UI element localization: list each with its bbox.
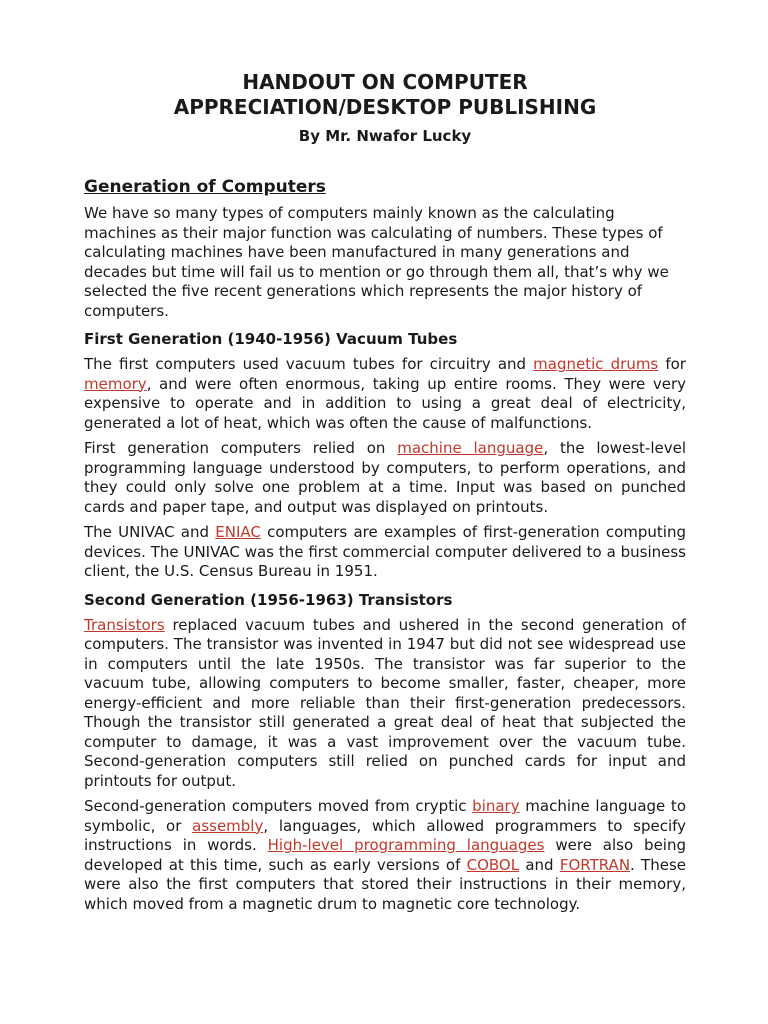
- gen1-heading: First Generation (1940-1956) Vacuum Tubes: [84, 330, 458, 348]
- author-line: By Mr. Nwafor Lucky: [298, 127, 472, 145]
- gen1-paragraph-1: The first computers used vacuum tubes for circuitry and magnetic drums for memory, and were often enormous, taking up entire rooms. They were very expensive to operate and in addition to using a great deal of electricity, generated a lot of heat, which was often the cause of malfunctions.: [84, 355, 686, 432]
- binary-link[interactable]: binary: [472, 797, 520, 815]
- gen2-paragraph-2: Second-generation computers moved from cryptic binary machine language to symbolic, or assembly, languages, which allowed programmers to specify instructions in words. High-level programming languages were also being developed at this time, such as early versions of COBOL and FORTRAN. These were also the first computers that stored their instructions in their memory, which moved from a magnetic drum to magnetic core technology.: [84, 797, 687, 913]
- assembly-link[interactable]: assembly: [192, 816, 264, 835]
- magnetic-drums-link[interactable]: magnetic drums: [533, 355, 659, 373]
- fortran-link[interactable]: FORTRAN: [559, 855, 631, 874]
- gen2-heading: Second Generation (1956-1963) Transistors: [84, 590, 453, 609]
- intro-paragraph: We have so many types of computers mainly known as the calculating machines as their major function was calculating of numbers. These types of calculating machines have been manufactured in many generations and decades but time will fail us to mention or go through them all, that’s why we selected the five recent generations which represents the major history of computers.: [84, 204, 669, 320]
- machine-language-link[interactable]: machine language: [397, 439, 544, 457]
- document-title: [84, 70, 686, 120]
- gen2-paragraph-1: Transistors replaced vacuum tubes and ushered in the second generation of computers. The transistor was invented in 1947 but did not see widespread use in computers until the late 1950s. The transistor was far superior to the vacuum tube, allowing computers to become smaller, faster, cheaper, more energy-efficient and more reliable than their first-generation predecessors. Though the transistor still generated a great deal of heat that subjected the computer to damage, it was a vast improvement over the vacuum tube. Second-generation computers still relied on punched cards for input and printouts for output.: [84, 615, 686, 790]
- high-level-languages-link[interactable]: High-level programming languages: [267, 836, 545, 854]
- section-heading: Generation of Computers: [84, 177, 326, 197]
- memory-link[interactable]: memory: [84, 374, 147, 393]
- gen1-paragraph-3: The UNIVAC and ENIAC computers are examples of first-generation computing devices. The UNIVAC was the first commercial computer delivered to a business client, the U.S. Census Bureau in 1951.: [84, 523, 686, 580]
- eniac-link[interactable]: ENIAC: [215, 523, 261, 541]
- gen1-paragraph-2: First generation computers relied on machine language, the lowest-level programming language understood by computers, to perform operations, and they could only solve one problem at a time. Input was based on punched cards and paper tape, and output was displayed on printouts.: [84, 439, 686, 516]
- title-line-1: HANDOUT ON COMPUTER: [242, 70, 528, 94]
- title-line-2: APPRECIATION/DESKTOP PUBLISHING: [173, 95, 597, 119]
- cobol-link[interactable]: COBOL: [466, 855, 520, 874]
- transistors-link[interactable]: Transistors: [84, 615, 165, 634]
